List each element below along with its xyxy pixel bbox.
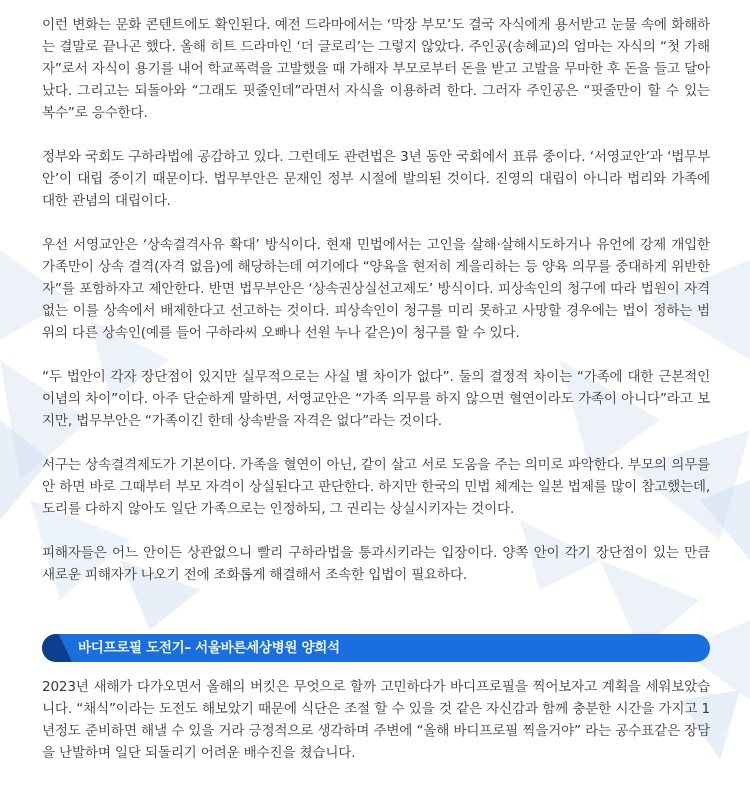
- paragraph-1: 이런 변화는 문화 콘텐트에도 확인된다. 예전 드라마에서는 ‘막장 부모’도 결국 자식에게 용서받고 눈물 속에 화해하는 결말로 끝나곤 했다. 올해 히트 드라마인 ‘더 글로리’는 그렇지 않았다. 주인공(송혜교)의 엄마는 자식의 “첫 가해자”로서 자식이 용기를 내어 학교폭력을 고발했을 때 가해자 부모로부터 돈을 받고 고발을 무마한 후 돈을 들고 달아났다. 그리고는 되돌아와 “그래도 핏줄인데”라면서 자식을 이용하려 한다. 그러자 주인공은 “핏줄만이 할 수 있는 복수”로 응수한다.: [42, 17, 710, 121]
- paragraph-4: “두 법안이 각자 장단점이 있지만 실무적으로는 사실 별 차이가 없다”. 둘의 결정적 차이는 “가족에 대한 근본적인 이념의 차이”이다. 아주 단순하게 말하면, 서영교안은 “가족 의무를 하지 않으면 혈연이라도 가족이 아니다”라고 보지만, 법무부안은 “가족이긴 한데 상속받을 자격은 없다”라는 것이다.: [42, 369, 710, 429]
- section-paragraph: 2023년 새해가 다가오면서 올해의 버킷은 무엇으로 할까 고민하다가 바디프로필을 찍어보자고 계획을 세워보았습니다. “채식”이라는 도전도 해보았기 때문에 식단은 조절 할 수 있을 것 같은 자신감과 함께 충분한 시간을 가지고 1년정도 준비하면 해낼 수 있을 거라 긍정적으로 생각하며 주변에 “올해 바디프로필 찍을거야” 라는 공수표같은 장담을 난발하며 일단 되돌리기 어려운 배수진을 쳤습니다.: [42, 679, 710, 761]
- paragraph-3: 우선 서영교안은 ‘상속결격사유 확대’ 방식이다. 현재 민법에서는 고인을 살해·살해시도하거나 유언에 강제 개입한 가족만이 상속 결격(자격 없음)에 해당하는데 여기에다 “양육을 현저히 게을리하는 등 양육 의무를 중대하게 위반한 자”를 포함하자고 제안한다. 반면 법무부안은 ‘상속권상실선고제도’ 방식이다. 피상속인의 청구에 따라 법원이 자격 없는 이를 상속에서 배제한다고 선고하는 것이다. 피상속인이 청구를 미리 못하고 사망할 경우에는 법이 정하는 범위의 다른 상속인(예를 들어 구하라씨 오빠나 선원 누나 같은)이 청구를 할 수 있다.: [42, 237, 710, 341]
- paragraph-6: 피해자들은 어느 안이든 상관없으니 빨리 구하라법을 통과시키라는 입장이다. 양쪽 안이 각기 장단점이 있는 만큼 새로운 피해자가 나오기 전에 조화롭게 해결해서 조속한 입법이 필요하다.: [42, 545, 710, 583]
- section-header: [42, 634, 710, 662]
- paragraph-2: 정부와 국회도 구하라법에 공감하고 있다. 그런데도 관련법은 3년 동안 국회에서 표류 중이다. ‘서영교안’과 ‘법무부안’이 대립 중이기 때문이다. 법무부안은 문재인 정부 시절에 발의된 것이다. 진영의 대립이 아니라 법리와 가족에 대한 관념의 대립이다.: [42, 149, 710, 209]
- section-title: 바디프로필 도전기– 서울바른세상병원 양회석: [78, 640, 340, 656]
- paragraph-5: 서구는 상속결격제도가 기본이다. 가족을 혈연이 아닌, 같이 살고 서로 도움을 주는 의미로 파악한다. 부모의 의무를 안 하면 바로 그때부터 부모 자격이 상실된다고 판단한다. 하지만 한국의 민법 체계는 일본 법제를 많이 참고했는데, 도리를 다하지 않아도 일단 가족으로는 인정하되, 그 권리는 상실시키자는 것이다.: [42, 457, 710, 517]
- section-header-notch: [42, 634, 72, 662]
